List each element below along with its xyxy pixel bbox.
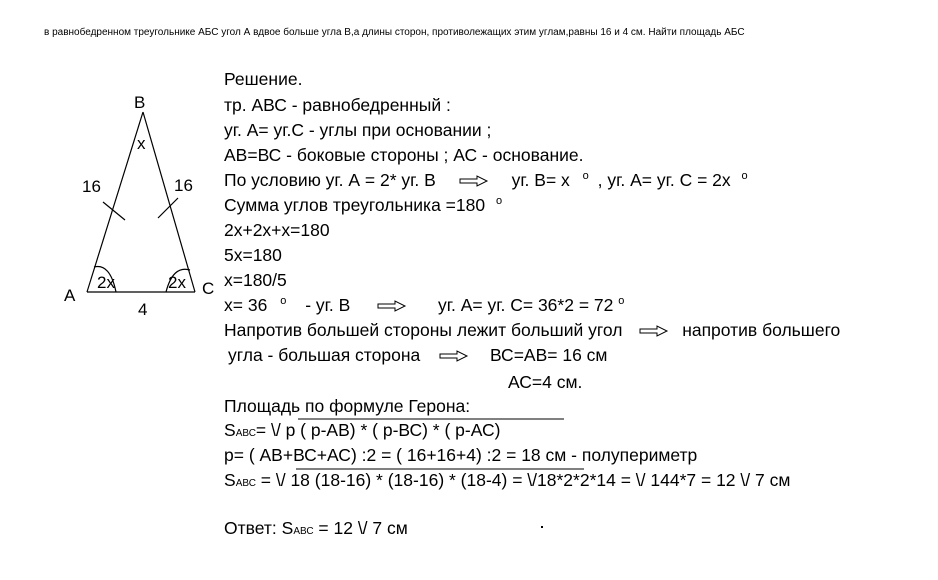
line-9-angles: уг. А= уг. С= 36*2 = 72 bbox=[438, 295, 614, 315]
line-9-x: х= 36 bbox=[224, 295, 268, 315]
answer-label: Ответ: bbox=[224, 518, 282, 538]
line-1: тр. АВС - равнобедренный : bbox=[224, 95, 451, 115]
calc-radical-bar bbox=[296, 467, 586, 471]
perimeter-line: р= ( АВ+ВС+АС) :2 = ( 16+16+4) :2 = 18 см - полупериметр bbox=[224, 445, 698, 465]
degree-sign: о bbox=[495, 195, 503, 207]
line-2: уг. А= уг.С - углы при основании ; bbox=[224, 120, 492, 140]
line-13: Площадь по формуле Герона: bbox=[224, 396, 471, 416]
area-symbol: S bbox=[224, 470, 236, 490]
answer-value: = 12 \/ 7 см bbox=[313, 518, 408, 538]
implies-arrow-icon bbox=[377, 300, 407, 312]
vertex-b-label: B bbox=[134, 93, 146, 112]
line-6: 2х+2х+х=180 bbox=[224, 220, 330, 240]
line-8: х=180/5 bbox=[224, 270, 287, 290]
line-9 bbox=[224, 297, 624, 315]
implies-arrow-icon bbox=[439, 350, 469, 362]
line-4-angles-ac: , уг. А= уг. С = 2х bbox=[597, 170, 731, 190]
area-symbol: S bbox=[224, 420, 236, 440]
vertex-a-label: A bbox=[64, 286, 76, 305]
area-subscript: АВС bbox=[235, 428, 256, 439]
line-10-rule: Напротив большей стороны лежит больший угол bbox=[224, 320, 623, 340]
angle-a-label: 2x bbox=[97, 273, 115, 292]
vertex-c-label: C bbox=[202, 279, 215, 298]
answer-line bbox=[224, 520, 408, 538]
line-9-angle-b: - уг. В bbox=[305, 295, 351, 315]
side-ab-line bbox=[87, 112, 143, 292]
line-4-condition: По условию уг. А = 2* уг. В bbox=[224, 170, 436, 190]
side-bc-label: 16 bbox=[174, 176, 193, 195]
side-ac-label: 4 bbox=[138, 300, 148, 319]
degree-sign: о bbox=[618, 295, 625, 307]
line-4 bbox=[224, 172, 748, 190]
heron-radical-bar bbox=[298, 417, 566, 421]
implies-arrow-icon bbox=[639, 325, 669, 337]
angle-c-label: 2x bbox=[168, 273, 186, 292]
line-12: АС=4 см. bbox=[508, 372, 583, 392]
calc-expression: = \/ 18 (18-16) * (18-16) * (18-4) = \/18*2*2*14 = \/ 144*7 = 12 \/ 7 см bbox=[255, 470, 791, 490]
calc-line bbox=[224, 472, 790, 490]
side-ab-label: 16 bbox=[82, 177, 101, 196]
line-4-angle-b: уг. В= х bbox=[511, 170, 570, 190]
problem-statement: в равнобедренном треугольнике АБС угол А вдвое больше угла В,а длины сторон, противолежащих этим углам,равны 16 и 4 см. Найти площадь АБС bbox=[44, 27, 745, 38]
line-7: 5х=180 bbox=[224, 245, 282, 265]
angle-b-label: x bbox=[137, 134, 146, 153]
heron-expression: = \/ р ( р-АВ) * ( р-ВС) * ( р-АС) bbox=[255, 420, 501, 440]
area-subscript: АВС bbox=[235, 478, 256, 489]
line-5-text: Сумма углов треугольника =180 bbox=[224, 195, 486, 215]
degree-sign: о bbox=[741, 170, 748, 182]
line-11 bbox=[228, 347, 607, 365]
implies-arrow-icon bbox=[459, 175, 489, 187]
tick-bc bbox=[158, 198, 178, 218]
stray-dot bbox=[541, 526, 543, 528]
line-10-cont: напротив большего bbox=[682, 320, 841, 340]
side-bc-line bbox=[143, 112, 195, 292]
solution-heading: Решение. bbox=[224, 69, 303, 89]
heron-formula bbox=[224, 422, 501, 440]
area-subscript: АВС bbox=[293, 526, 314, 537]
degree-sign: о bbox=[280, 295, 287, 307]
line-11-text: угла - большая сторона bbox=[228, 345, 421, 365]
area-symbol: S bbox=[281, 518, 294, 538]
triangle-figure bbox=[0, 0, 260, 340]
line-3: АВ=ВС - боковые стороны ; АС - основание. bbox=[224, 145, 584, 165]
degree-sign: о bbox=[582, 170, 589, 182]
line-11-sides: ВС=АВ= 16 см bbox=[489, 345, 608, 365]
line-5 bbox=[224, 197, 502, 215]
line-10 bbox=[224, 322, 840, 340]
